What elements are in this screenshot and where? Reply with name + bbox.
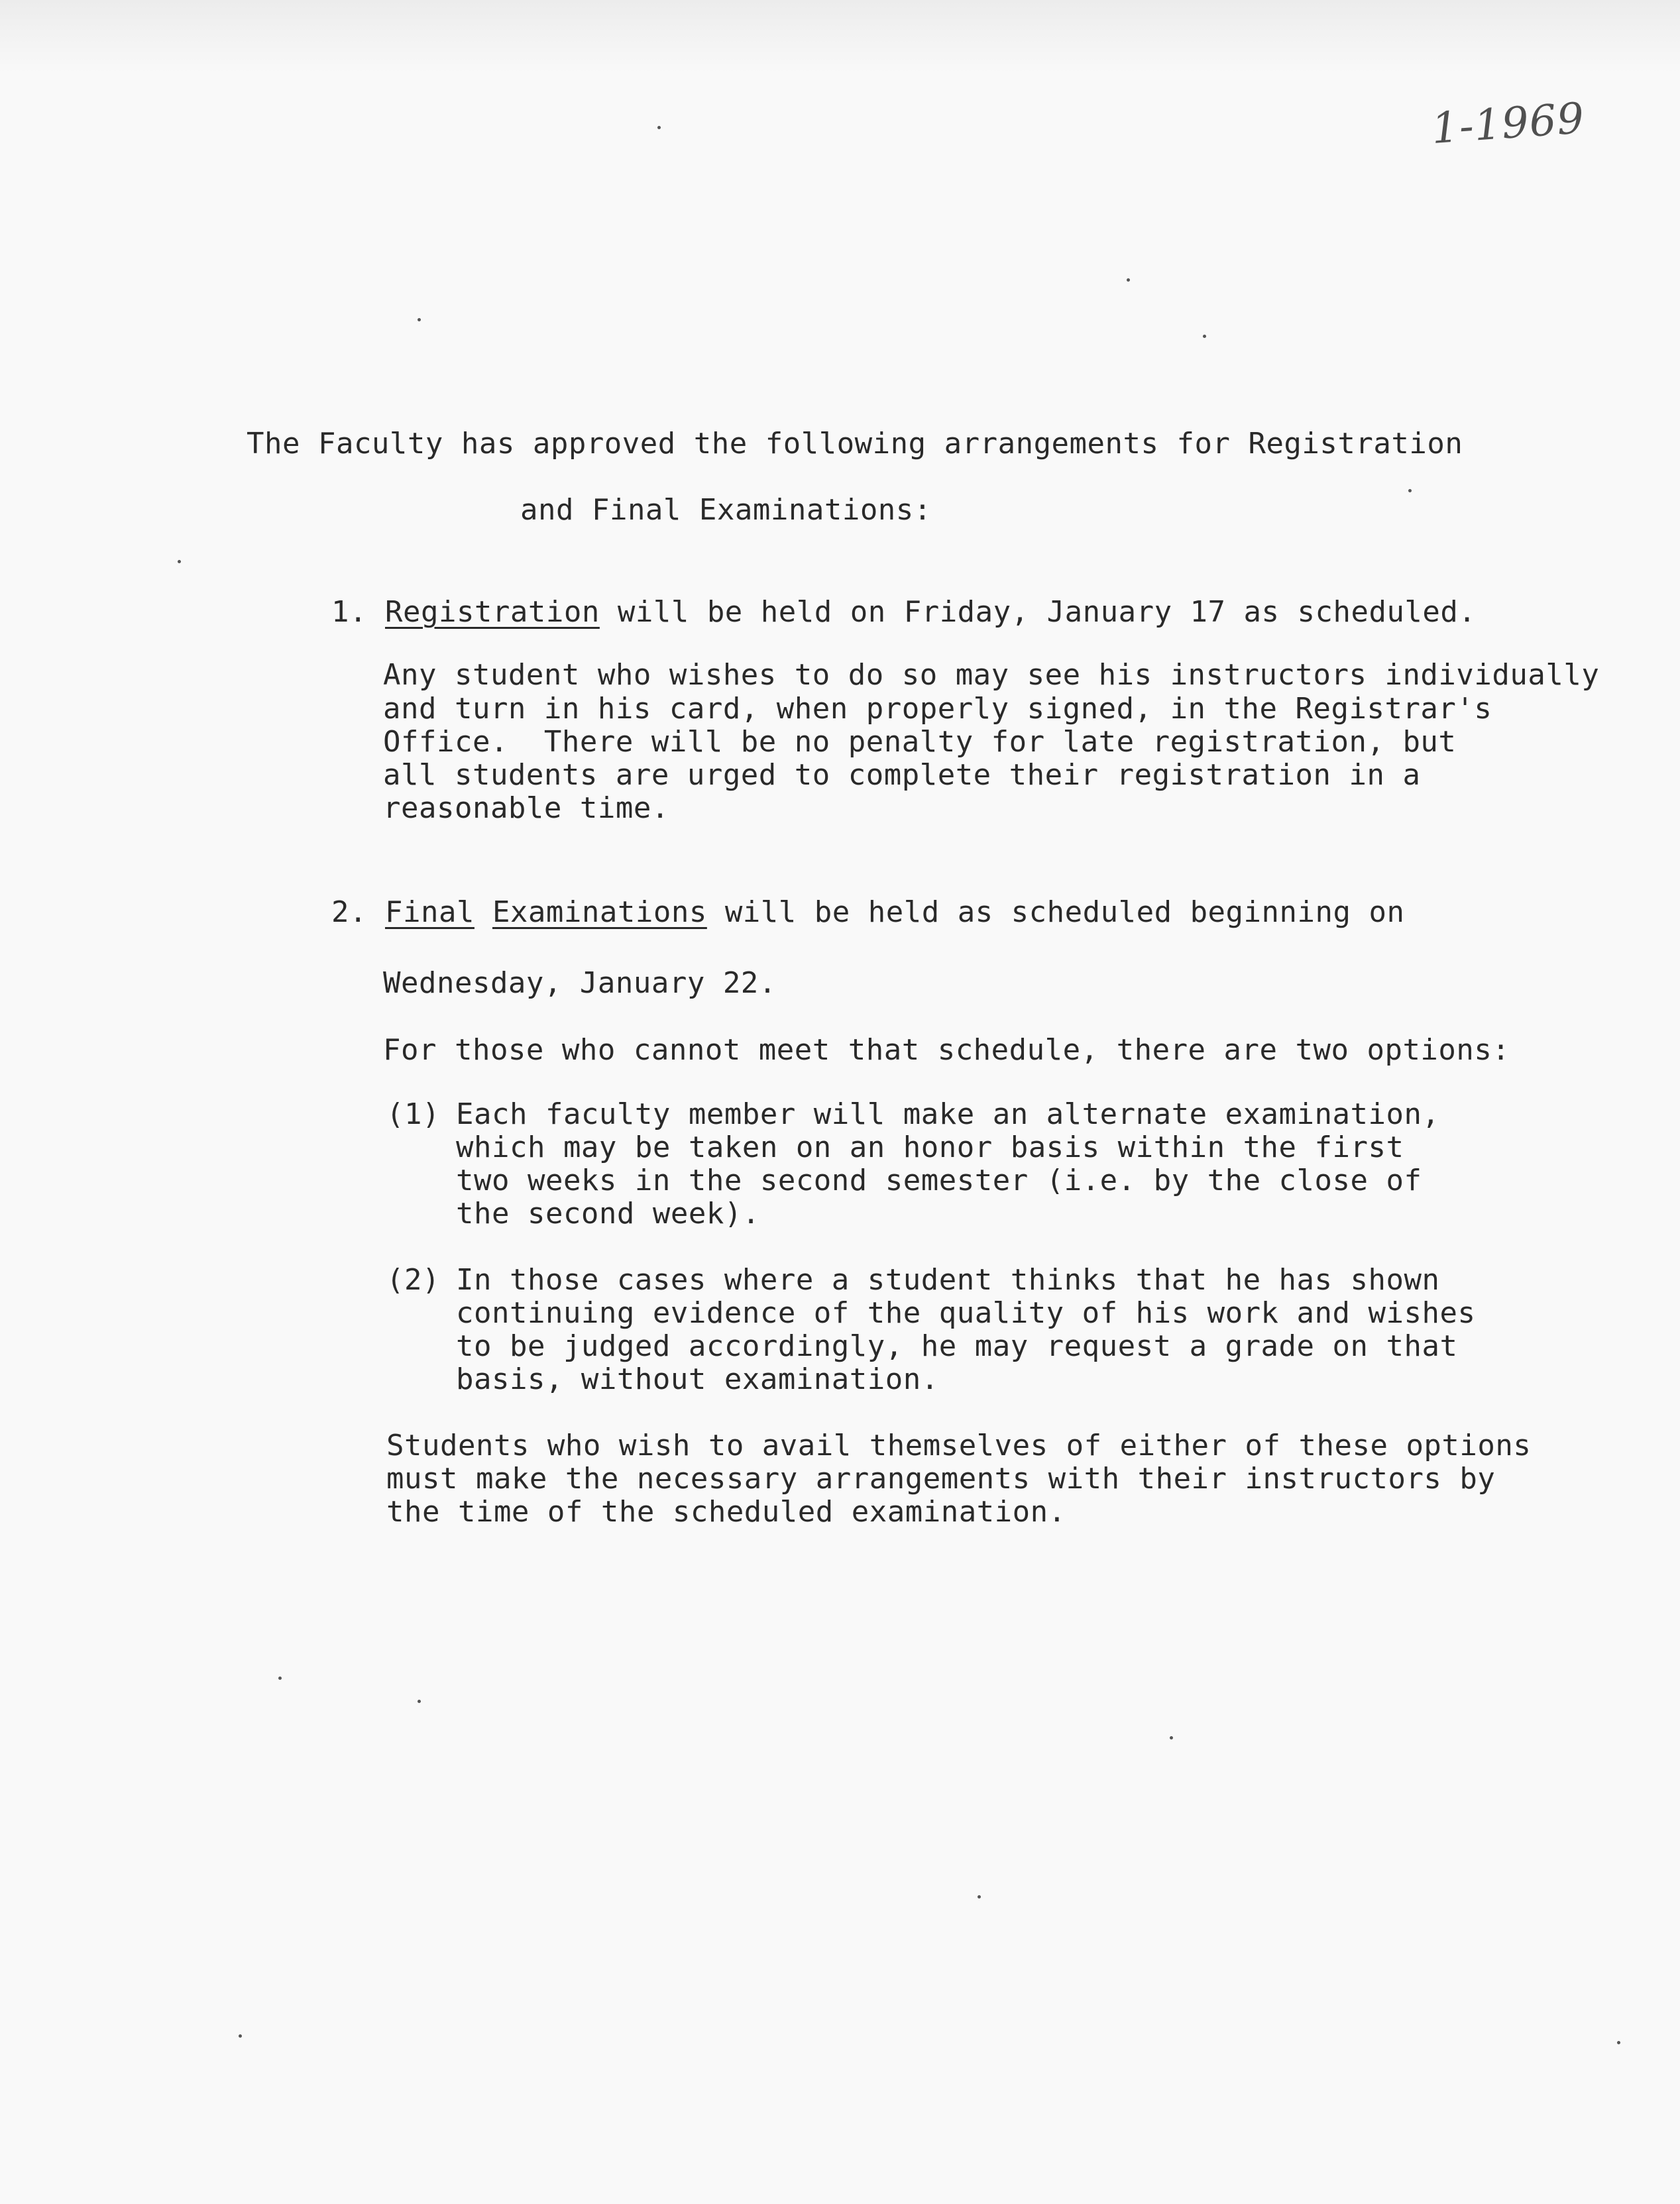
option1-line: the second week). [456,1197,760,1231]
scan-speck [418,318,421,321]
option2-line: to be judged accordingly, he may request a grade on that [456,1329,1458,1363]
item2-heading-examinations: Examinations [492,895,707,929]
item2-number: 2. [331,895,367,929]
scan-speck [239,2034,242,2038]
option2-line: In those cases where a student thinks that he has shown [456,1263,1440,1297]
intro-line-1: The Faculty has approved the following arrangements for Registration [247,427,1463,461]
handwritten-date-note: 1-1969 [1429,94,1587,154]
item2-heading-rest: will be held as scheduled beginning on [706,895,1405,929]
option2-line: basis, without examination. [456,1362,939,1396]
item1-number: 1. [331,595,367,629]
item1-heading-rest: will be held on Friday, January 17 as scheduled. [599,595,1477,629]
scan-speck [1617,2041,1620,2044]
closing-line: Students who wish to avail themselves of either of these options [386,1429,1532,1462]
item1-body-line: reasonable time. [383,791,669,825]
intro-line-2: and Final Examinations: [520,493,932,527]
item1-body-line: Office. There will be no penalty for late registration, but [383,725,1457,759]
item2-options-intro: For those who cannot meet that schedule, there are two options: [383,1033,1510,1067]
scan-speck [1127,278,1130,282]
scan-speck [978,1895,981,1899]
item1-body-line: Any student who wishes to do so may see his instructors individually [383,658,1600,692]
page-top-shadow [0,0,1680,73]
scan-speck [1170,1736,1173,1739]
scan-speck [1408,489,1412,492]
item1-body-line: and turn in his card, when properly signed, in the Registrar's [383,692,1492,726]
scan-speck [1203,335,1206,338]
option1-label: (1) [386,1097,440,1131]
item2-heading-line [331,895,1405,929]
option2-line: continuing evidence of the quality of his work and wishes [456,1296,1476,1330]
item1-heading: Registration [384,595,600,629]
item1-body-line: all students are urged to complete their registration in a [383,758,1421,792]
item2-date-line: Wednesday, January 22. [383,966,777,1000]
option1-line: two weeks in the second semester (i.e. by the close of [456,1164,1422,1197]
scan-speck [178,560,181,563]
option1-line: which may be taken on an honor basis within the first [456,1130,1404,1164]
closing-line: must make the necessary arrangements with their instructors by [386,1462,1496,1496]
closing-line: the time of the scheduled examination. [386,1495,1066,1529]
item2-heading-final: Final [384,895,475,929]
scan-speck [657,126,661,129]
scan-speck [278,1677,282,1680]
option2-label: (2) [386,1263,440,1297]
item1-heading-line [331,595,1477,629]
option1-line: Each faculty member will make an alternate examination, [456,1097,1440,1131]
scan-speck [418,1700,421,1703]
